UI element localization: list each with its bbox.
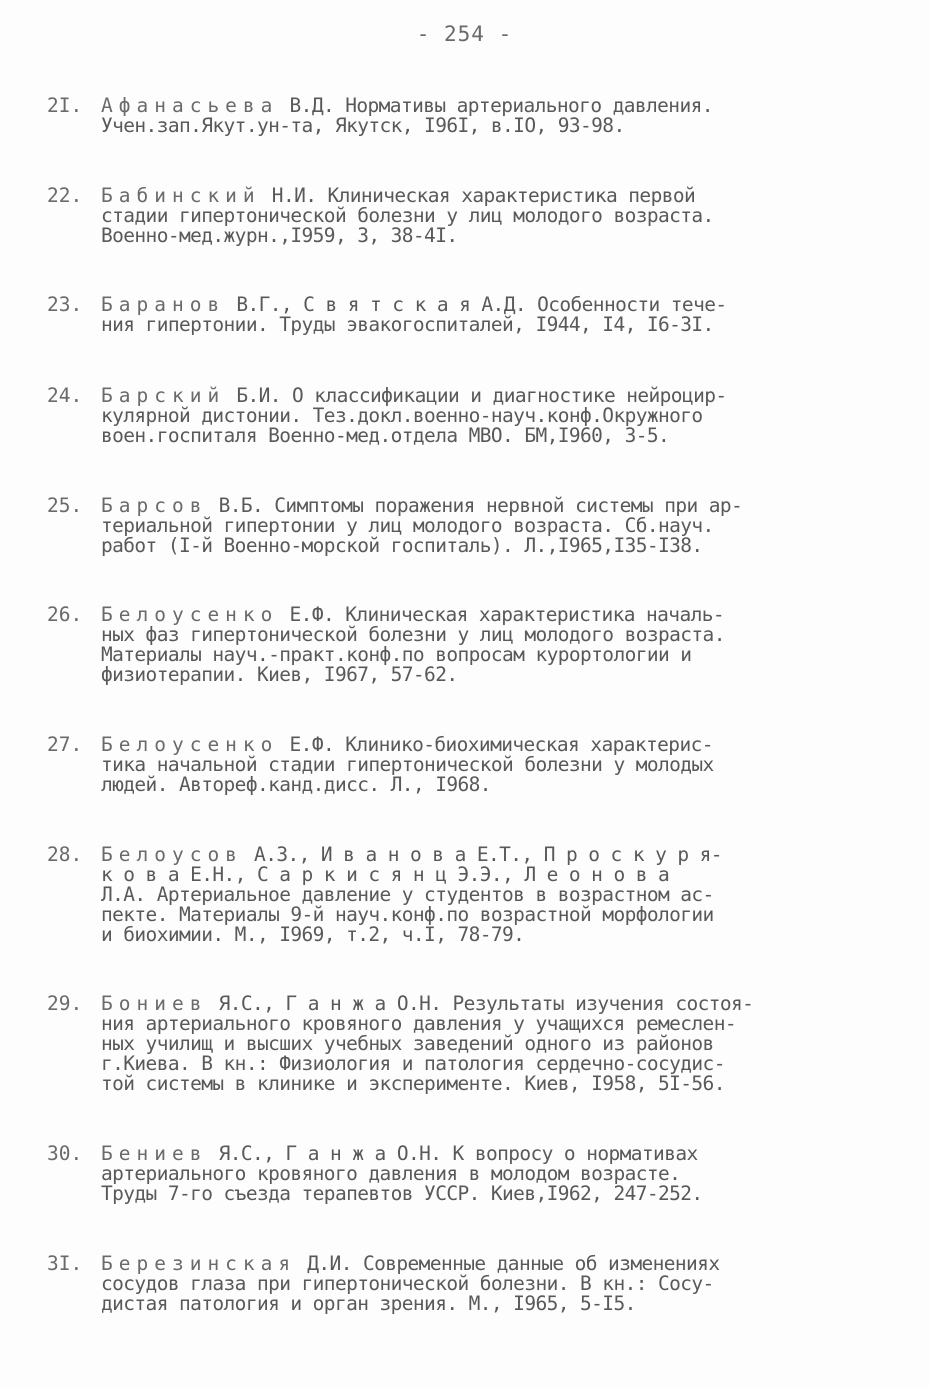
bibliography-entry	[47, 735, 877, 795]
entry-line: артериального кровяного давления в молодом возрасте.	[101, 1162, 681, 1185]
entry-line	[101, 186, 877, 206]
bibliography-entry	[47, 1144, 877, 1204]
bibliography-entry	[47, 386, 877, 446]
entry-line	[101, 994, 877, 1014]
entry-text: Я.С., Г а н ж а О.Н. К вопросу о нормативах	[207, 1142, 698, 1165]
entry-line: териальной гипертонии у лиц молодого возраста. Сб.науч.	[101, 514, 714, 537]
entry-author: Белоусенко	[101, 733, 279, 756]
entry-line: работ (I-й Военно-морской госпиталь). Л.,I965,I35-I38.	[101, 534, 703, 557]
entry-line: ния гипертонии. Труды эвакогоспиталей, I944, I4, I6-3I.	[101, 313, 714, 336]
entry-line: сосудов глаза при гипертонической болезни. В кн.: Сосу-	[101, 1272, 714, 1295]
entry-number: 25.	[47, 494, 83, 517]
entry-text: В.Д. Нормативы артериального давления.	[278, 94, 713, 117]
entry-author: Бабинский	[101, 184, 261, 207]
entry-line: ных фаз гипертонической болезни у лиц молодого возраста.	[101, 623, 725, 646]
entry-line: Л.А. Артериальное давление у студентов в возрастном ас-	[101, 883, 714, 906]
entry-text: А.З., И в а н о в а Е.Т., П р о с к у р я-	[242, 843, 722, 866]
entry-number: 29.	[47, 992, 83, 1015]
entry-line: к о в а Е.Н., С а р к и с я н ц Э.Э., Л е о н о в а	[101, 863, 670, 886]
entry-text: Н.И. Клиническая характеристика первой	[260, 184, 696, 207]
entry-author: Афанасьева	[101, 94, 279, 117]
entry-author: Белоусенко	[101, 603, 279, 626]
entry-number: 22.	[47, 184, 83, 207]
entry-line: ния артериального кровяного давления у учащихся ремеслен-	[101, 1012, 736, 1035]
entry-line: физиотерапии. Киев, I967, 57-62.	[101, 663, 458, 686]
entry-line: Учен.зап.Якут.ун-та, Якутск, I96I, в.IO, 93-98.	[101, 114, 625, 137]
bibliography-entry	[47, 295, 877, 335]
entry-line	[101, 1144, 877, 1164]
entry-number: 28.	[47, 843, 83, 866]
entry-text: Б.И. О классификации и диагностике нейроцир-	[225, 384, 727, 407]
entry-line	[101, 496, 877, 516]
entry-text: Д.И. Современные данные об изменениях	[296, 1252, 720, 1275]
entry-line: и биохимии. М., I969, т.2, ч.I, 78-79.	[101, 923, 525, 946]
bibliography-entry	[47, 96, 877, 136]
entry-text: В.Б. Симптомы поражения нервной системы при ар-	[207, 494, 743, 517]
bibliography-entry	[47, 186, 877, 246]
entry-author: Белоусов	[101, 843, 243, 866]
entry-text: В.Г., С в я т с к а я А.Д. Особенности тече-	[225, 293, 727, 316]
entry-text: Е.Ф. Клинико-биохимическая характерис-	[278, 733, 713, 756]
entry-line	[101, 735, 877, 755]
entry-line	[101, 1254, 877, 1274]
entry-author: Бениев	[101, 1142, 208, 1165]
entry-line: людей. Автореф.канд.дисс. Л., I968.	[101, 773, 491, 796]
entry-number: 30.	[47, 1142, 83, 1165]
entry-line	[101, 295, 877, 315]
entry-line: дистая патология и орган зрения. М., I965, 5-I5.	[101, 1292, 636, 1315]
entry-number: 3I.	[47, 1252, 83, 1275]
bibliography-list	[47, 96, 877, 1314]
entry-line: пекте. Материалы 9-й науч.конф.по возрастной морфологии	[101, 903, 714, 926]
page-number: - 254 -	[416, 22, 513, 46]
entry-author: Березинская	[101, 1252, 297, 1275]
entry-line	[101, 96, 877, 116]
entry-line: тика начальной стадии гипертонической болезни у молодых	[101, 753, 714, 776]
bibliography-entry	[47, 994, 877, 1094]
entry-line: Труды 7-го съезда терапевтов УССР. Киев,I962, 247-252.	[101, 1182, 703, 1205]
bibliography-entry	[47, 605, 877, 685]
bibliography-entry	[47, 496, 877, 556]
entry-line	[101, 605, 877, 625]
entry-line: г.Киева. В кн.: Физиология и патология сердечно-сосудис-	[101, 1052, 725, 1075]
entry-author: Бониев	[101, 992, 208, 1015]
entry-author: Баранов	[101, 293, 226, 316]
entry-line: той системы в клинике и эксперименте. Киев, I958, 5I-56.	[101, 1072, 725, 1095]
entry-line: Материалы науч.-практ.конф.по вопросам курортологии и	[101, 643, 692, 666]
entry-author: Барский	[101, 384, 226, 407]
entry-line: воен.госпиталя Военно-мед.отдела МВО. БМ,I960, 3-5.	[101, 424, 670, 447]
entry-number: 24.	[47, 384, 83, 407]
entry-line: Военно-мед.журн.,I959, 3, 38-4I.	[101, 224, 458, 247]
entry-line: стадии гипертонической болезни у лиц молодого возраста.	[101, 204, 714, 227]
entry-line: ных училищ и высших учебных заведений одного из районов	[101, 1032, 714, 1055]
entry-text: Е.Ф. Клиническая характеристика началь-	[278, 603, 725, 626]
entry-line	[101, 386, 877, 406]
entry-line	[101, 845, 877, 865]
entry-author: Барсов	[101, 494, 208, 517]
bibliography-entry	[47, 1254, 877, 1314]
entry-text: Я.С., Г а н ж а О.Н. Результаты изучения состоя-	[207, 992, 754, 1015]
entry-number: 2I.	[47, 94, 83, 117]
bibliography-entry	[47, 845, 877, 945]
entry-number: 26.	[47, 603, 83, 626]
entry-line: кулярной дистонии. Тез.докл.военно-науч.конф.Окружного	[101, 404, 703, 427]
entry-number: 27.	[47, 733, 83, 756]
entry-number: 23.	[47, 293, 83, 316]
